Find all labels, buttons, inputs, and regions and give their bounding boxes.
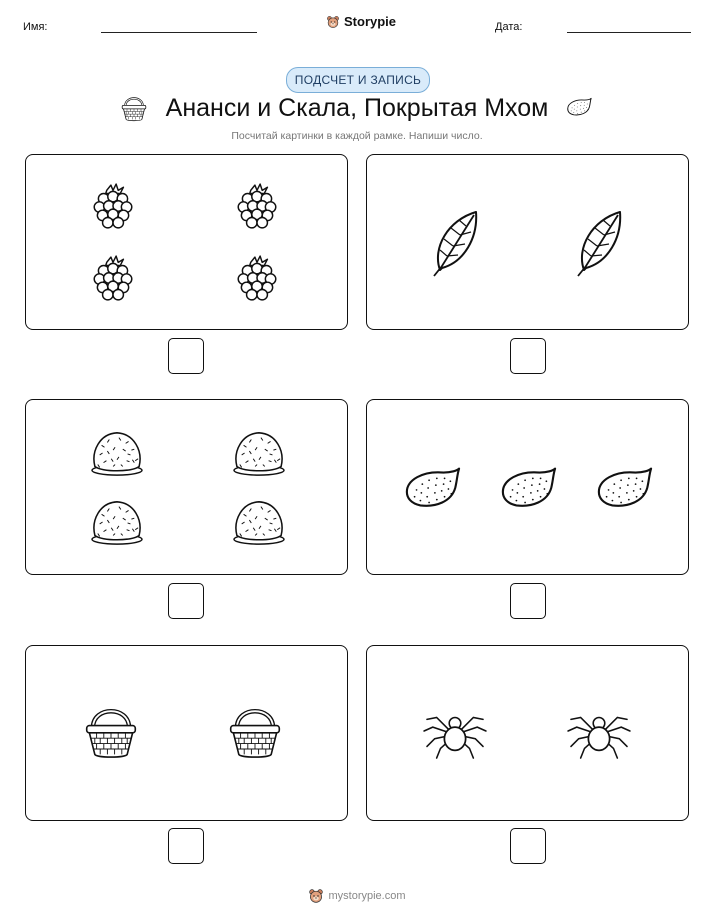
raspberry-icon — [236, 254, 278, 302]
raspberry-icon — [92, 254, 134, 302]
leaf-icon — [573, 208, 625, 278]
name-label: Имя: — [23, 21, 48, 33]
raspberry-icon — [236, 182, 278, 230]
answer-box[interactable] — [510, 828, 546, 864]
yam-icon — [566, 96, 592, 118]
answer-box[interactable] — [168, 583, 204, 619]
answer-box[interactable] — [168, 828, 204, 864]
count-panel-leaves — [366, 154, 689, 330]
answer-box[interactable] — [510, 583, 546, 619]
answer-box[interactable] — [510, 338, 546, 374]
date-label: Дата: — [495, 21, 523, 33]
moss-ball-icon — [232, 428, 286, 478]
spider-icon — [421, 702, 489, 760]
name-field[interactable] — [101, 32, 257, 33]
count-panel-moss-balls — [25, 399, 348, 575]
bear-icon — [308, 888, 324, 904]
leaf-icon — [429, 208, 481, 278]
footer-site: mystorypie.com — [328, 890, 406, 902]
activity-badge: ПОДСЧЕТ И ЗАПИСЬ — [286, 67, 430, 93]
count-panel-baskets — [25, 645, 348, 821]
moss-ball-icon — [90, 497, 144, 547]
yam-icon — [403, 459, 461, 517]
spider-icon — [565, 702, 633, 760]
instructions: Посчитай картинки в каждой рамке. Напиши число. — [231, 130, 483, 142]
basket-icon — [228, 700, 282, 762]
count-panel-raspberries — [25, 154, 348, 330]
raspberry-icon — [92, 182, 134, 230]
brand-name: Storypie — [344, 14, 397, 29]
answer-box[interactable] — [168, 338, 204, 374]
bear-icon — [326, 15, 340, 29]
moss-ball-icon — [232, 497, 286, 547]
yam-icon — [595, 459, 653, 517]
count-panel-yams — [366, 399, 689, 575]
brand-logo — [326, 14, 396, 29]
basket-icon — [84, 700, 138, 762]
count-panel-spiders — [366, 645, 689, 821]
page-title: Ананси и Скала, Покрытая Мхом — [165, 94, 549, 122]
yam-icon — [499, 459, 557, 517]
footer — [0, 888, 714, 904]
date-field[interactable] — [567, 32, 691, 33]
moss-ball-icon — [90, 428, 144, 478]
